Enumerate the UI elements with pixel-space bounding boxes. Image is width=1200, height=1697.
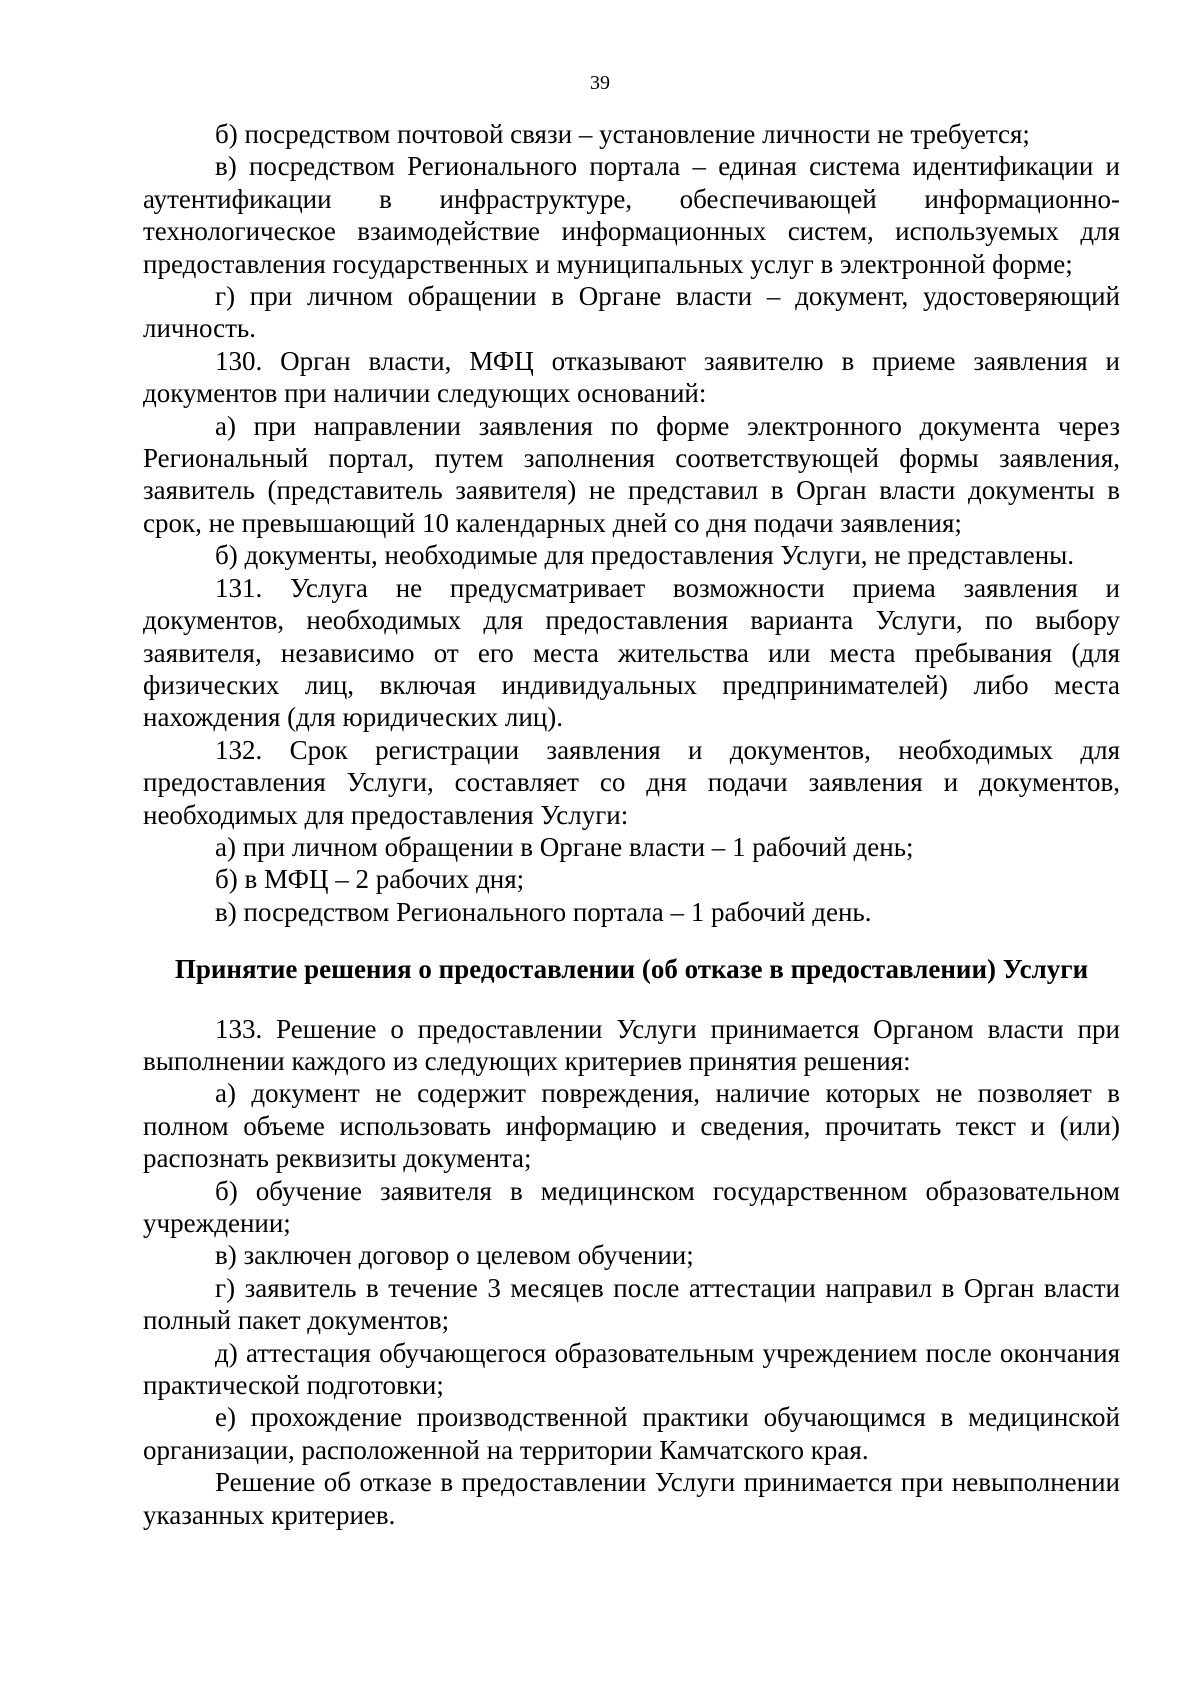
paragraph-132-v: в) посредством Регионального портала – 1 рабочий день. bbox=[215, 896, 872, 927]
page-number: 39 bbox=[590, 72, 610, 94]
paragraph-133-d: д) аттестация обучающегося образовательным учреждением после окончания практической подготовки; bbox=[143, 1337, 1120, 1401]
paragraph-130-b: б) документы, необходимые для предоставления Услуги, не представлены. bbox=[215, 540, 1075, 571]
paragraph-refusal: Решение об отказе в предоставлении Услуги принимается при невыполнении указанных критериев. bbox=[143, 1467, 1120, 1530]
paragraph-b-postal: б) посредством почтовой связи – установление личности не требуется; bbox=[215, 119, 1030, 149]
paragraph-130: 130. Орган власти, МФЦ отказывают заявителю в приеме заявления и документов при наличии следующих оснований: bbox=[143, 345, 1120, 409]
paragraph-g-personal: г) при личном обращении в Органе власти – документ, удостоверяющий личность. bbox=[143, 281, 1120, 344]
paragraph-130-a: а) при направлении заявления по форме электронного документа через Региональный портал, путем заполнения соответствующей формы заявления, заявитель (представитель заявителя) не представил в Орган власти документы в срок, не превышающий 10 календарных дней со дня подачи заявления; bbox=[143, 410, 1120, 538]
paragraph-131: 131. Услуга не предусматривает возможности приема заявления и документов, необходимых для предоставления варианта Услуги, по выбору заявителя, независимо от его места жительства или места пребывания (для физических лиц, включая индивидуальных предпринимателей) либо места нахождения (для юридических лиц). bbox=[143, 572, 1120, 733]
paragraph-133-v: в) заключен договор о целевом обучении; bbox=[215, 1240, 694, 1271]
document-body bbox=[143, 118, 1120, 1531]
paragraph-132: 132. Срок регистрации заявления и документов, необходимых для предоставления Услуги, составляет со дня подачи заявления и документов, необходимых для предоставления Услуги: bbox=[143, 734, 1120, 830]
paragraph-133-g: г) заявитель в течение 3 месяцев после аттестации направил в Орган власти полный пакет документов; bbox=[143, 1272, 1120, 1336]
paragraph-133-e: е) прохождение производственной практики обучающимся в медицинской организации, расположенной на территории Камчатского края. bbox=[143, 1402, 1120, 1465]
paragraph-132-b: б) в МФЦ – 2 рабочих дня; bbox=[215, 864, 525, 895]
section-heading: Принятие решения о предоставлении (об отказе в предоставлении) Услуги bbox=[174, 954, 1089, 985]
paragraph-133: 133. Решение о предоставлении Услуги принимается Органом власти при выполнении каждого из следующих критериев принятия решения: bbox=[143, 1013, 1120, 1076]
paragraph-133-a: а) документ не содержит повреждения, наличие которых не позволяет в полном объеме использовать информацию и сведения, прочитать текст и (или) распознать реквизиты документа; bbox=[143, 1078, 1120, 1174]
paragraph-v-regional-portal: в) посредством Регионального портала – единая система идентификации и аутентификации в инфраструктуре, обеспечивающей информационно-технологическое взаимодействие информационных систем, используемых для предоставления государственных и муниципальных услуг в электронной форме; bbox=[143, 151, 1120, 279]
paragraph-132-a: а) при личном обращении в Органе власти – 1 рабочий день; bbox=[215, 831, 914, 862]
paragraph-133-b: б) обучение заявителя в медицинском государственном образовательном учреждении; bbox=[143, 1175, 1120, 1238]
